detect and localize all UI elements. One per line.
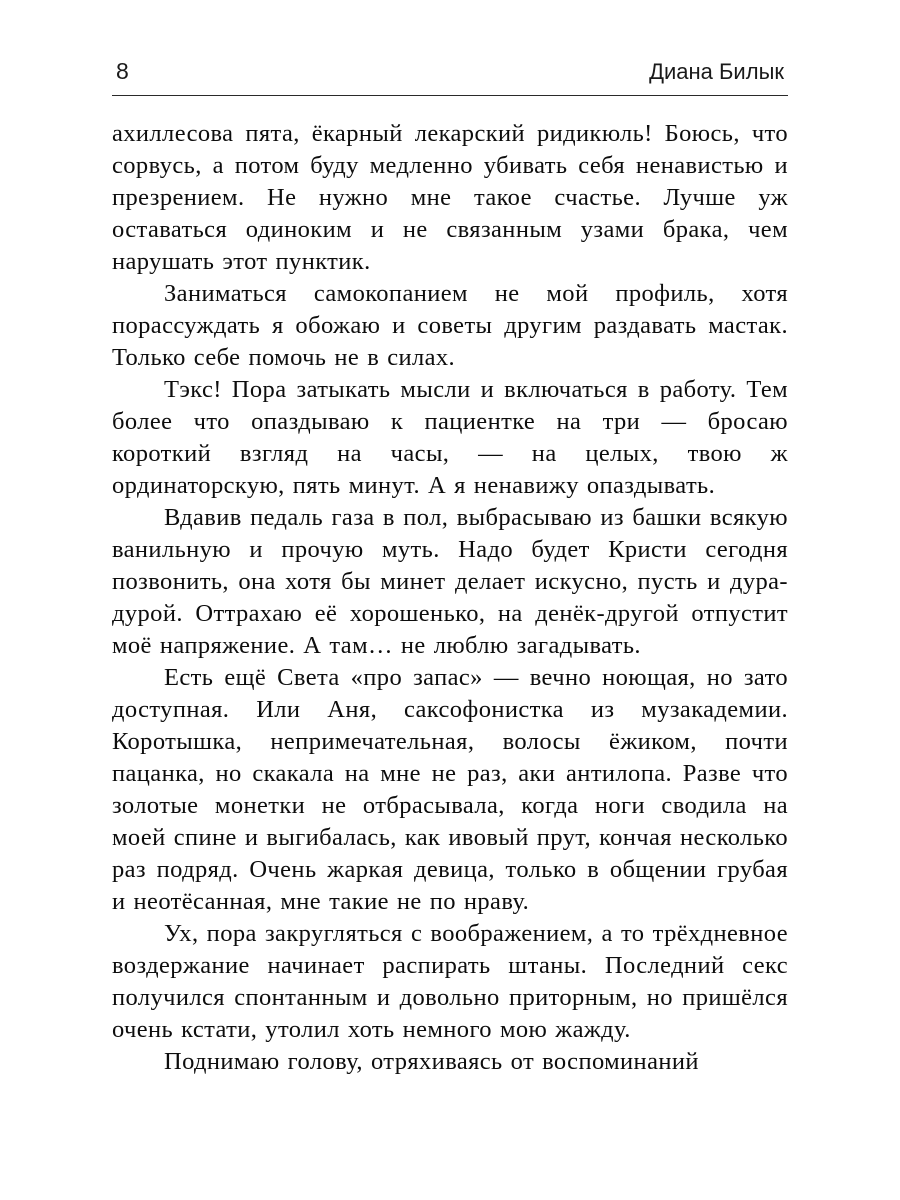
body-paragraph: Есть ещё Света «про запас» — вечно ноющая, но зато доступная. Или Аня, саксофонистка из музакадемии. Коротышка, непримечательная, волосы ёжиком, почти пацанка, но скакала на мне не раз, аки антилопа. Разве что золотые монетки не отбрасывала, когда ноги сводила на моей спине и выгибалась, как ивовый прут, кончая несколько раз подряд. Очень жаркая девица, только в общении грубая и неотёсанная, мне такие не по нраву. xyxy=(112,664,788,915)
author-name: Диана Билык xyxy=(649,59,784,84)
body-paragraph: Ух, пора закругляться с воображением, а то трёхдневное воздержание начинает распирать штаны. Последний секс получился спонтанным и довольно приторным, но пришёлся очень кстати, утолил хоть немного мою жажду. xyxy=(112,920,788,1043)
body-paragraph: Тэкс! Пора затыкать мысли и включаться в работу. Тем более что опаздываю к пациентке на три — бросаю короткий взгляд на часы, — на целых, твою ж ординаторскую, пять минут. А я ненавижу опаздывать. xyxy=(112,376,788,499)
header-divider xyxy=(112,95,788,96)
body-paragraph: Вдавив педаль газа в пол, выбрасываю из башки всякую ванильную и прочую муть. Надо будет Кристи сегодня позвонить, она хотя бы минет делает искусно, пусть и дура-дурой. Оттрахаю её хорошенько, на денёк-другой отпустит моё напряжение. А там… не люблю загадывать. xyxy=(112,504,788,659)
body-paragraph: Заниматься самокопанием не мой профиль, хотя порассуждать я обожаю и советы другим раздавать мастак. Только себе помочь не в силах. xyxy=(112,280,788,371)
running-header xyxy=(112,58,788,95)
body-paragraph: Поднимаю голову, отряхиваясь от воспоминаний xyxy=(164,1048,699,1075)
body-text xyxy=(112,118,788,1078)
body-paragraph: ахиллесова пята, ёкарный лекарский ридикюль! Боюсь, что сорвусь, а потом буду медленно убивать себя ненавистью и презрением. Не нужно мне такое счастье. Лучше уж оставаться одиноким и не связанным узами брака, чем нарушать этот пунктик. xyxy=(112,120,788,275)
page-number: 8 xyxy=(116,58,129,84)
